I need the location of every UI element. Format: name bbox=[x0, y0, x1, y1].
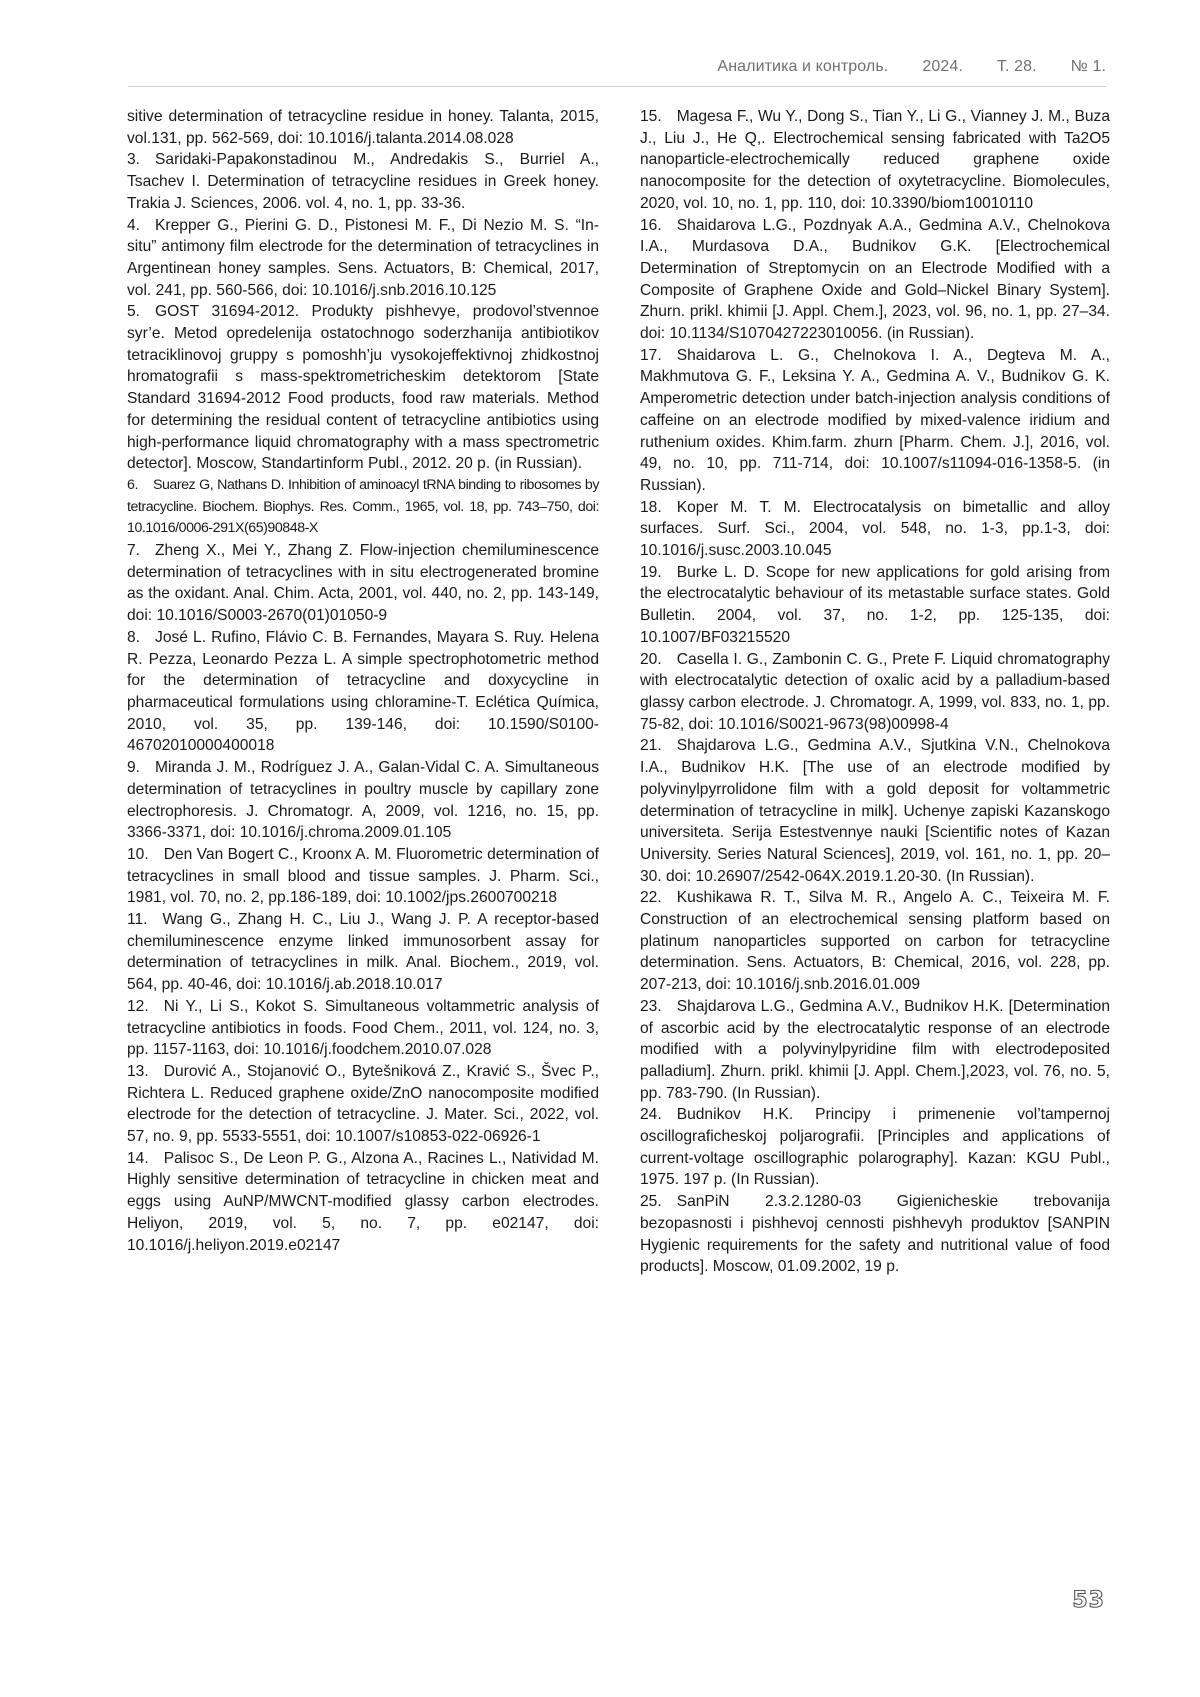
reference-text: José L. Rufino, Flávio C. B. Fernandes, Mayara S. Ruy. Helena R. Pezza, Leonardo Pezza L. A simple spectrophotometric method for the determination of tetracycline and doxycycline in pharmaceutical formulations using chloramine-T. Eclética Química, 2010, vol. 35, pp. 139-146, doi: 10.1590/S0100-46702010000400018 bbox=[127, 628, 599, 755]
reference-item bbox=[640, 1191, 1110, 1278]
reference-item bbox=[127, 215, 599, 302]
reference-item bbox=[640, 562, 1110, 649]
reference-text: Palisoc S., De Leon P. G., Alzona A., Racines L., Natividad M. Highly sensitive determination of tetracycline in chicken meat and eggs using AuNP/MWCNT-modified glassy carbon electrodes. Heliyon, 2019, vol. 5, no. 7, pp. e02147, doi: 10.1016/j.heliyon.2019.e02147 bbox=[127, 1149, 599, 1254]
reference-text: Miranda J. M., Rodríguez J. A., Galan-Vidal C. A. Simultaneous determination of tetracyclines in poultry muscle by capillary zone electrophoresis. J. Chromatogr. A, 2009, vol. 1216, no. 15, pp. 3366-3371, doi: 10.1016/j.chroma.2009.01.105 bbox=[127, 759, 599, 842]
reference-item bbox=[127, 106, 599, 149]
reference-item bbox=[640, 996, 1110, 1105]
reference-number: 15. bbox=[640, 108, 662, 125]
reference-number: 19. bbox=[640, 563, 662, 581]
reference-text: Suarez G, Nathans D. Inhibition of aminoacyl tRNA binding to ribosomes by tetracycline. Biochem. Biophys. Res. Comm., 1965, vol. 18, pp. 743–750, doi: 10.1016/0006-291X(65)90848-X bbox=[127, 476, 599, 537]
page-number: 53 bbox=[1072, 1588, 1105, 1613]
reference-text: Kushikawa R. T., Silva M. R., Angelo A. C., Teixeira M. F. Construction of an electrochemical sensing platform based on platinum nanoparticles supported on carbon for tetracycline determination. Sens. Actuators, B: Chemical, 2016, vol. 228, pp. 207-213, doi: 10.1016/j.snb.2016.01.009 bbox=[640, 889, 1110, 994]
references-right-column bbox=[640, 106, 1110, 1278]
reference-text: Shajdarova L.G., Gedmina A.V., Sjutkina V.N., Chelnokova I.A., Budnikov H.K. [The use of an electrode modified by polyvinylpyrrolidone film with a gold deposit for voltammetric determination of tetracycline in milk]. Uchenye zapiski Kazanskogo universiteta. Serija Estestvennye nauki [Scientific notes of Kazan University. Series Natural Sciences], 2019, vol. 161, no. 1, pp. 20–30. doi: 10.26907/2542-064X.2019.1.20-30. (In Russian). bbox=[640, 737, 1110, 885]
journal-issue: № 1. bbox=[1070, 58, 1106, 75]
header-rule bbox=[128, 86, 1106, 87]
reference-text: Shajdarova L.G., Gedmina A.V., Budnikov H.K. [Determination of ascorbic acid by the electrocatalytic response of an electrode modified with a polyvinylpyridine film with electrodeposited palladium]. Zhurn. prikl. khimii [J. Appl. Chem.],2023, vol. 76, no. 5, pp. 783-790. (In Russian). bbox=[640, 997, 1110, 1102]
reference-item bbox=[127, 149, 599, 214]
reference-text: Krepper G., Pierini G. D., Pistonesi M. F., Di Nezio M. S. “In-situ” antimony film electrode for the determination of tetracyclines in Argentinean honey samples. Sens. Actuators, B: Chemical, 2017, vol. 241, pp. 560-566, doi: 10.1016/j.snb.2016.10.125 bbox=[127, 216, 599, 299]
reference-text: sitive determination of tetracycline residue in honey. Talanta, 2015, vol.131, pp. 562-569, doi: 10.1016/j.talanta.2014.08.028 bbox=[127, 108, 599, 147]
reference-number: 8. bbox=[127, 628, 141, 646]
reference-text: SanPiN 2.3.2.1280-03 Gigienicheskie trebovanija bezopasnosti i pishhevoj cennosti pishhevyh produktov [SANPIN Hygienic requirements for the safety and nutritional value of food products]. Moscow, 01.09.2002, 19 p. bbox=[640, 1193, 1110, 1276]
reference-text: Shaidarova L.G., Pozdnyak A.A., Gedmina A.V., Chelnokova I.A., Murdasova D.A., Budnikov G.K. [Electrochemical Determination of Streptomycin on an Electrode Modified with a Composite of Graphene Oxide and Gold–Nickel Binary System]. Zhurn. prikl. khimii [J. Appl. Chem.], 2023, vol. 96, no. 1, pp. 27–34. doi: 10.1134/S1070427223010056. (in Russian). bbox=[640, 216, 1110, 343]
reference-number: 17. bbox=[640, 346, 662, 364]
reference-item bbox=[127, 475, 599, 540]
journal-year: 2024. bbox=[922, 58, 963, 75]
reference-number: 9. bbox=[127, 759, 141, 777]
reference-text: Casella I. G., Zambonin C. G., Prete F. Liquid chromatography with electrocatalytic detection of oxalic acid by a palladium-based glassy carbon electrode. J. Chromatogr. A, 1999, vol. 833, no. 1, pp. 75-82, doi: 10.1016/S0021-9673(98)00998-4 bbox=[640, 650, 1110, 733]
reference-item bbox=[127, 909, 599, 996]
journal-name: Аналитика и контроль. bbox=[717, 58, 889, 75]
reference-text: Den Van Bogert C., Kroonx A. M. Fluorometric determination of tetracyclines in small blood and tissue samples. J. Pharm. Sci., 1981, vol. 70, no. 2, pp.186-189, doi: 10.1002/jps.2600700218 bbox=[127, 845, 599, 907]
reference-text: GOST 31694-2012. Produkty pishhevye, prodovol’stvennoe syr’e. Metod opredelenija ostatochnogo soderzhanija antibiotikov tetraciklinovoj gruppy s pomoshh’ju vysokojeffektivnoj zhidkostnoj hromatografii s mass-spektrometricheskim detektorom [State Standard 31694-2012 Food products, food raw materials. Method for determining the residual content of tetracycline antibiotics using high-performance liquid chromatography with a mass spectrometric detector]. Moscow, Standartinform Publ., 2012. 20 p. (in Russian). bbox=[127, 303, 599, 473]
reference-item bbox=[640, 345, 1110, 497]
reference-item bbox=[640, 215, 1110, 345]
reference-item bbox=[127, 844, 599, 909]
reference-item bbox=[127, 301, 599, 475]
reference-item bbox=[640, 106, 1110, 215]
reference-number: 16. bbox=[640, 216, 662, 234]
reference-number: 21. bbox=[640, 737, 662, 755]
journal-volume: Т. 28. bbox=[996, 58, 1037, 75]
reference-number: 25. bbox=[640, 1193, 662, 1211]
reference-number: 3. bbox=[127, 151, 141, 169]
reference-number: 6. bbox=[127, 476, 138, 493]
reference-item bbox=[127, 627, 599, 757]
reference-item bbox=[640, 497, 1110, 562]
reference-item bbox=[127, 1148, 599, 1257]
reference-number: 18. bbox=[640, 498, 662, 516]
reference-number: 5. bbox=[127, 303, 141, 321]
running-header bbox=[717, 58, 1106, 76]
reference-item bbox=[127, 540, 599, 627]
reference-item bbox=[127, 1061, 599, 1148]
references-left-column bbox=[127, 106, 599, 1256]
reference-number: 7. bbox=[127, 542, 141, 560]
reference-text: Budnikov H.K. Principy i primenenie vol’tampernoj oscillograficheskoj poljarografii. [Principles and applications of current-voltage oscillographic polarography]. Kazan: KGU Publ., 1975. 197 p. (In Russian). bbox=[640, 1106, 1110, 1189]
reference-number: 10. bbox=[127, 845, 149, 863]
reference-text: Burke L. D. Scope for new applications for gold arising from the electrocatalytic behaviour of its metastable surface states. Gold Bulletin. 2004, vol. 37, no. 1-2, pp. 125-135, doi: 10.1007/BF03215520 bbox=[640, 563, 1110, 646]
reference-text: Saridaki-Papakonstadinou M., Andredakis S., Burriel A., Tsachev I. Determination of tetracycline residues in Greek honey. Trakia J. Sciences, 2006. vol. 4, no. 1, pp. 33-36. bbox=[127, 151, 599, 212]
reference-number: 22. bbox=[640, 889, 662, 907]
reference-item bbox=[640, 1104, 1110, 1191]
reference-item bbox=[640, 649, 1110, 736]
reference-number: 24. bbox=[640, 1106, 662, 1124]
reference-number: 20. bbox=[640, 650, 662, 668]
reference-text: Wang G., Zhang H. C., Liu J., Wang J. P. A receptor-based chemiluminescence enzyme linked immunosorbent assay for determination of tetracyclines in milk. Anal. Biochem., 2019, vol. 564, pp. 40-46, doi: 10.1016/j.ab.2018.10.017 bbox=[127, 911, 599, 994]
reference-number: 4. bbox=[127, 216, 141, 234]
reference-item bbox=[640, 735, 1110, 887]
reference-number: 13. bbox=[127, 1062, 149, 1080]
reference-item bbox=[640, 887, 1110, 996]
reference-item bbox=[127, 996, 599, 1061]
reference-text: Ni Y., Li S., Kokot S. Simultaneous voltammetric analysis of tetracycline antibiotics in foods. Food Chem., 2011, vol. 124, no. 3, pp. 1157-1163, doi: 10.1016/j.foodchem.2010.07.028 bbox=[127, 997, 599, 1059]
reference-text: Magesa F., Wu Y., Dong S., Tian Y., Li G., Vianney J. M., Buza J., Liu J., He Q,. Electrochemical sensing fabricated with Ta2O5 nanoparticle-electrochemically reduced graphene oxide nanocomposite for the detection of oxytetracycline. Biomolecules, 2020, vol. 10, no. 1, pp. 110, doi: 10.3390/biom10010110 bbox=[640, 108, 1110, 212]
reference-text: Zheng X., Mei Y., Zhang Z. Flow-injection chemiluminescence determination of tetracyclines with in situ electrogenerated bromine as the oxidant. Anal. Chim. Acta, 2001, vol. 440, no. 2, pp. 143-149, doi: 10.1016/S0003-2670(01)01050-9 bbox=[127, 542, 599, 625]
reference-text: Durović A., Stojanović O., Bytešniková Z., Kravić S., Švec P., Richtera L. Reduced graphene oxide/ZnO nanocomposite modified electrode for the detection of tetracycline. J. Mater. Sci., 2022, vol. 57, no. 9, pp. 5533-5551, doi: 10.1007/s10853-022-06926-1 bbox=[127, 1062, 599, 1146]
reference-number: 11. bbox=[127, 911, 148, 929]
reference-number: 23. bbox=[640, 997, 662, 1015]
reference-number: 12. bbox=[127, 997, 149, 1015]
reference-text: Shaidarova L. G., Chelnokova I. A., Degteva M. A., Makhmutova G. F., Leksina Y. A., Gedmina A. V., Budnikov G. K. Amperometric detection under batch-injection analysis conditions of caffeine on an electrode modified by mixed-valence iridium and ruthenium oxides. Khim.farm. zhurn [Pharm. Chem. J.], 2016, vol. 49, no. 10, pp. 711-714, doi: 10.1007/s11094-016-1358-5. (in Russian). bbox=[640, 346, 1110, 494]
reference-text: Koper M. T. M. Electrocatalysis on bimetallic and alloy surfaces. Surf. Sci., 2004, vol. 548, no. 1-3, pp.1-3, doi: 10.1016/j.susc.2003.10.045 bbox=[640, 498, 1110, 560]
reference-item bbox=[127, 757, 599, 844]
reference-number: 14. bbox=[127, 1149, 149, 1167]
